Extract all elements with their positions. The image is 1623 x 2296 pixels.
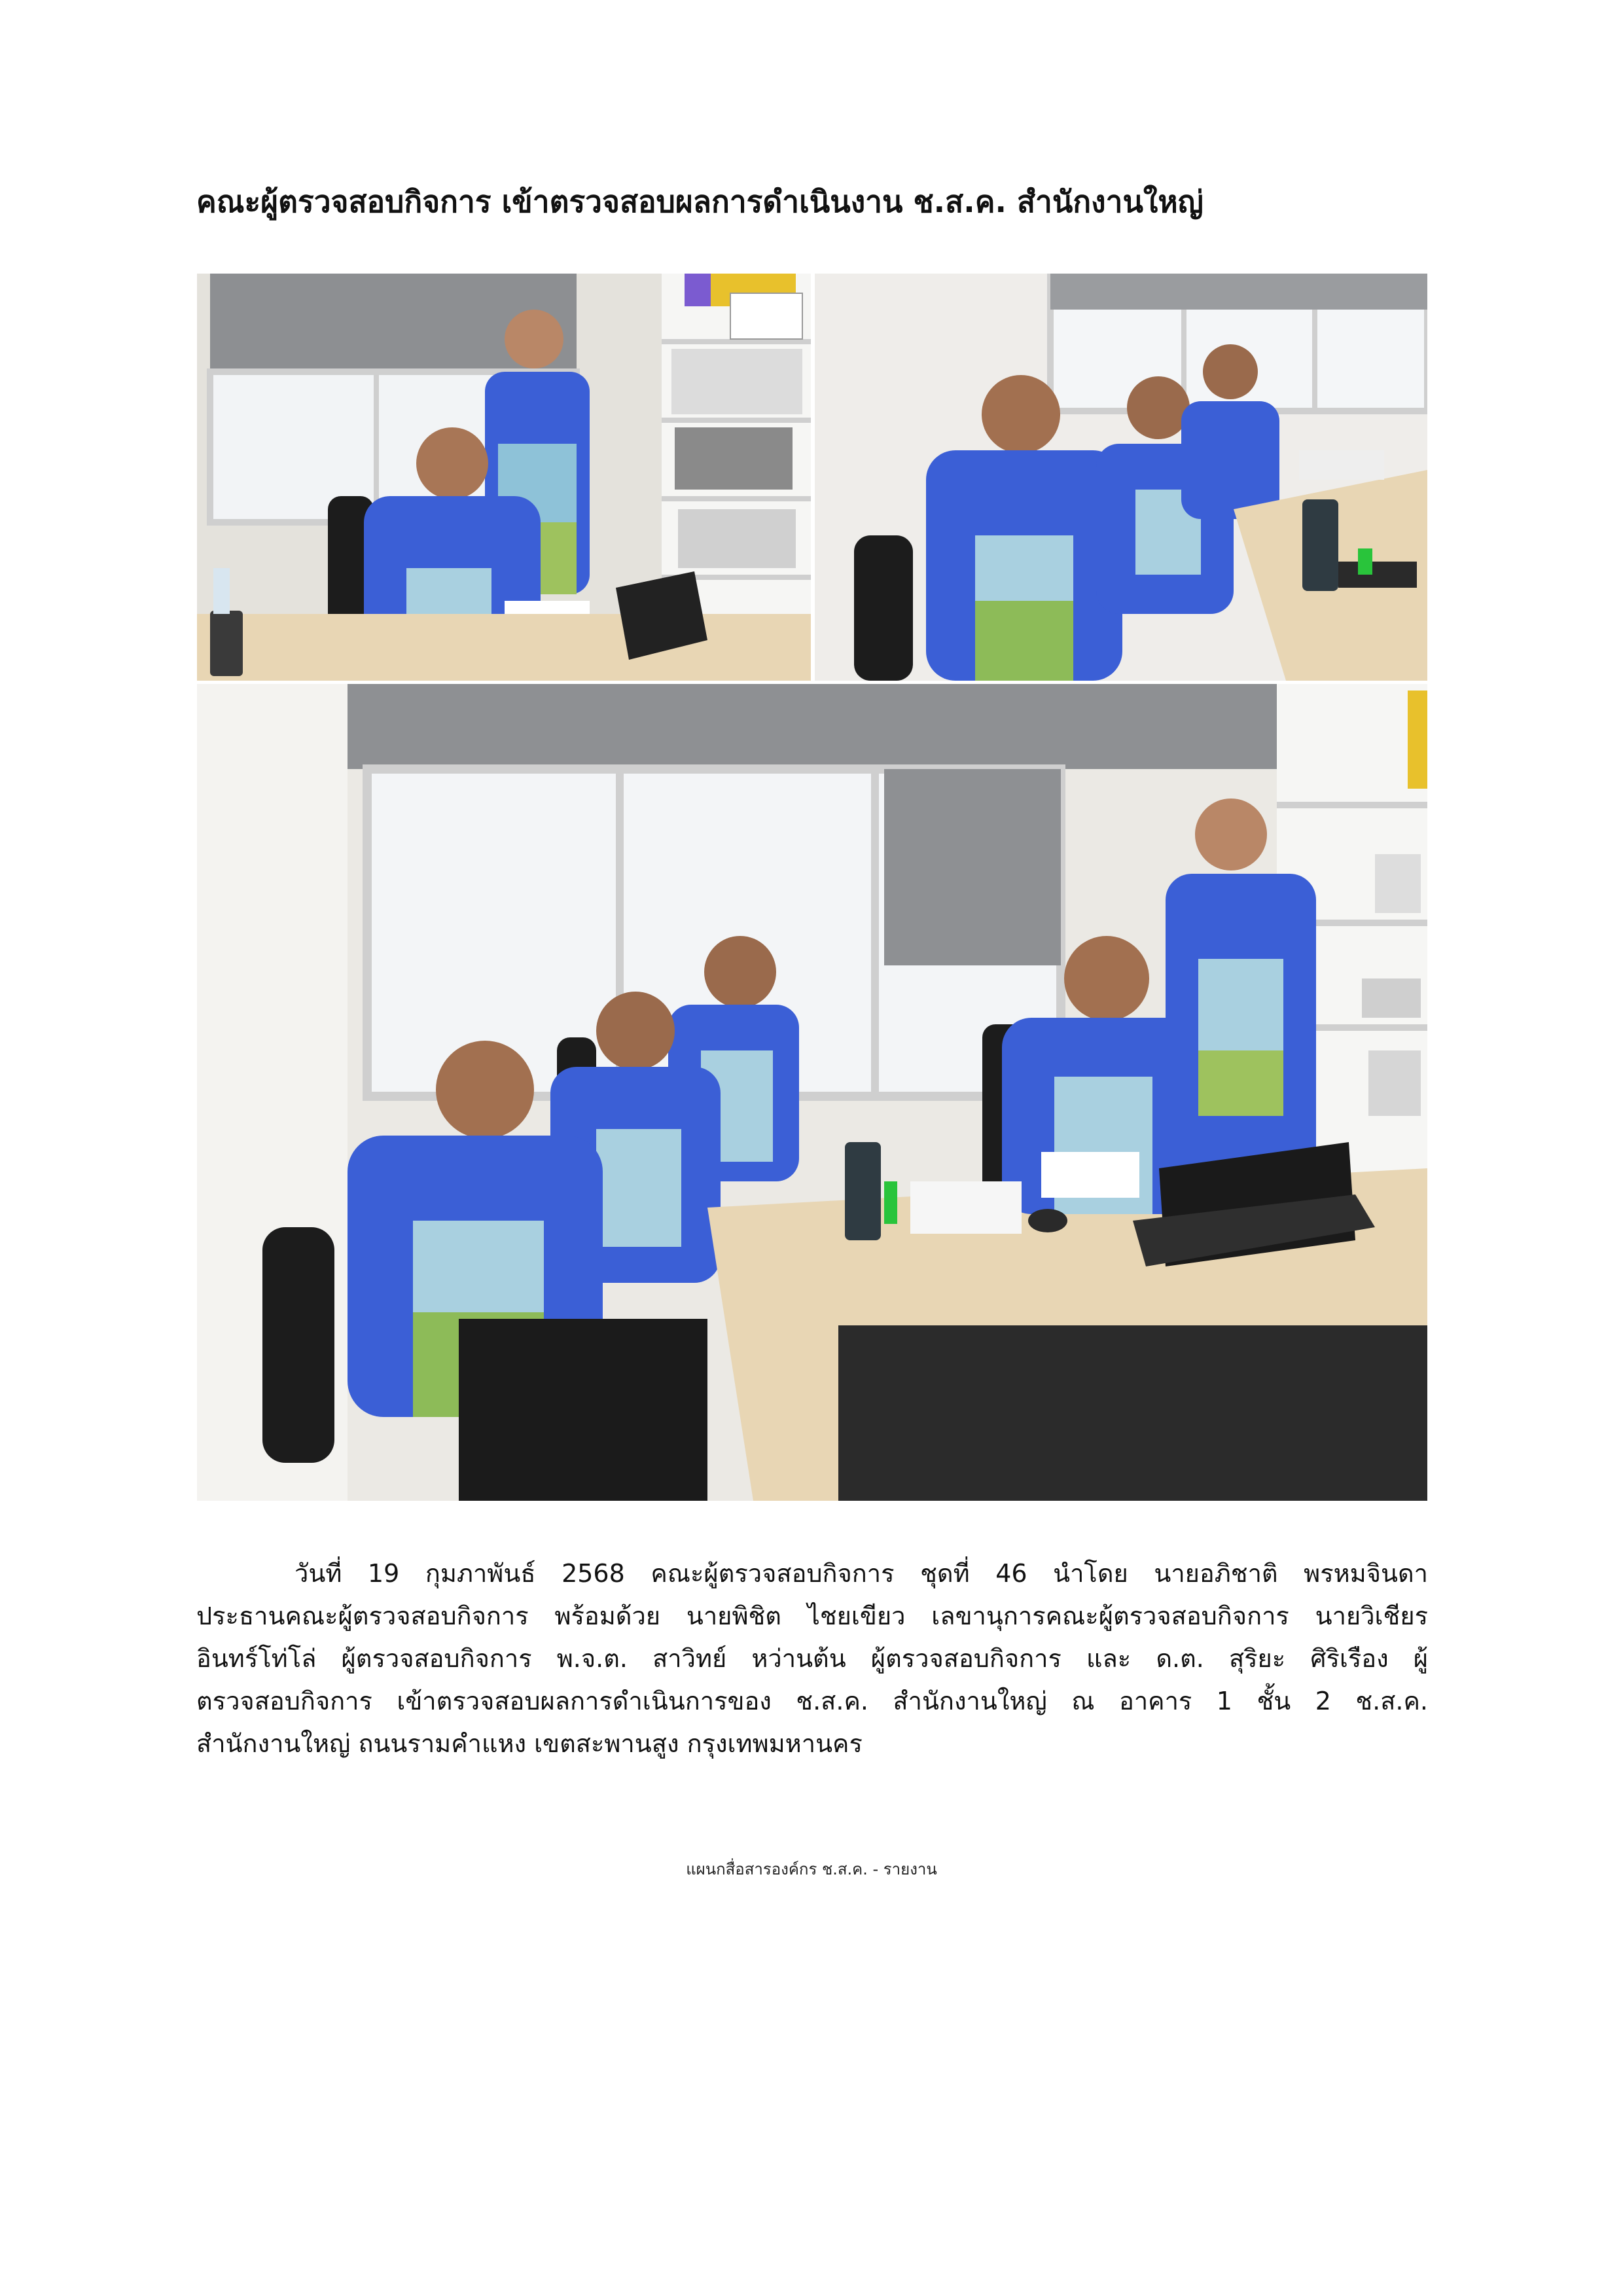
photo-top-right-image (815, 274, 1427, 681)
office-chair (854, 535, 913, 681)
page-title: คณะผู้ตรวจสอบกิจการ เข้าตรวจสอบผลการดำเนินงาน ช.ส.ค. สำนักงานใหญ่ (196, 184, 1204, 219)
window-blind (348, 684, 1368, 769)
body-line-2: ประธานคณะผู้ตรวจสอบกิจการ พร้อมด้วย นายพิชิต ไชยเขียว เลขานุการคณะผู้ตรวจสอบกิจการ นายวิเชียร (196, 1602, 1428, 1630)
person-3 (704, 936, 776, 1008)
body-line-3: อินทร์โท่โล่ ผู้ตรวจสอบกิจการ พ.จ.ต. สาวิทย์ หว่านต้น ผู้ตรวจสอบกิจการ และ ด.ต. สุริยะ ศิริเรือง ผู้ (196, 1644, 1428, 1673)
photo-top-left (197, 274, 811, 681)
person-back (1203, 344, 1258, 399)
tumbler (845, 1142, 881, 1240)
person-4 (1064, 936, 1149, 1021)
person-1 (436, 1041, 534, 1139)
desk (197, 614, 811, 681)
photo-top-right (815, 274, 1427, 681)
person-5 (1195, 798, 1267, 870)
footer-note: แผนกสื่อสารองค์กร ช.ส.ค. - รายงาน (686, 1860, 937, 1878)
person-middle (1127, 376, 1190, 439)
person-2 (596, 992, 675, 1070)
body-paragraph (196, 1552, 1428, 1765)
body-line-5: สำนักงานใหญ่ ถนนรามคำแหง เขตสะพานสูง กรุงเทพมหานคร (196, 1729, 863, 1758)
body-line-1: วันที่ 19 กุมภาพันธ์ 2568 คณะผู้ตรวจสอบกิจการ ชุดที่ 46 นำโดย นายอภิชาติ พรหมจินดา (294, 1559, 1428, 1588)
body-line-4: ตรวจสอบกิจการ เข้าตรวจสอบผลการดำเนินการของ ช.ส.ค. สำนักงานใหญ่ ณ อาคาร 1 ชั้น 2 ช.ส.ค. (196, 1687, 1428, 1715)
photo-bottom (197, 684, 1427, 1501)
person-standing (505, 310, 563, 368)
office-chair (262, 1227, 334, 1463)
person-front (982, 375, 1060, 454)
photo-top-left-image (197, 274, 811, 681)
person-seated (416, 427, 488, 499)
photo-bottom-image (197, 684, 1427, 1501)
window-blind (1050, 274, 1427, 310)
